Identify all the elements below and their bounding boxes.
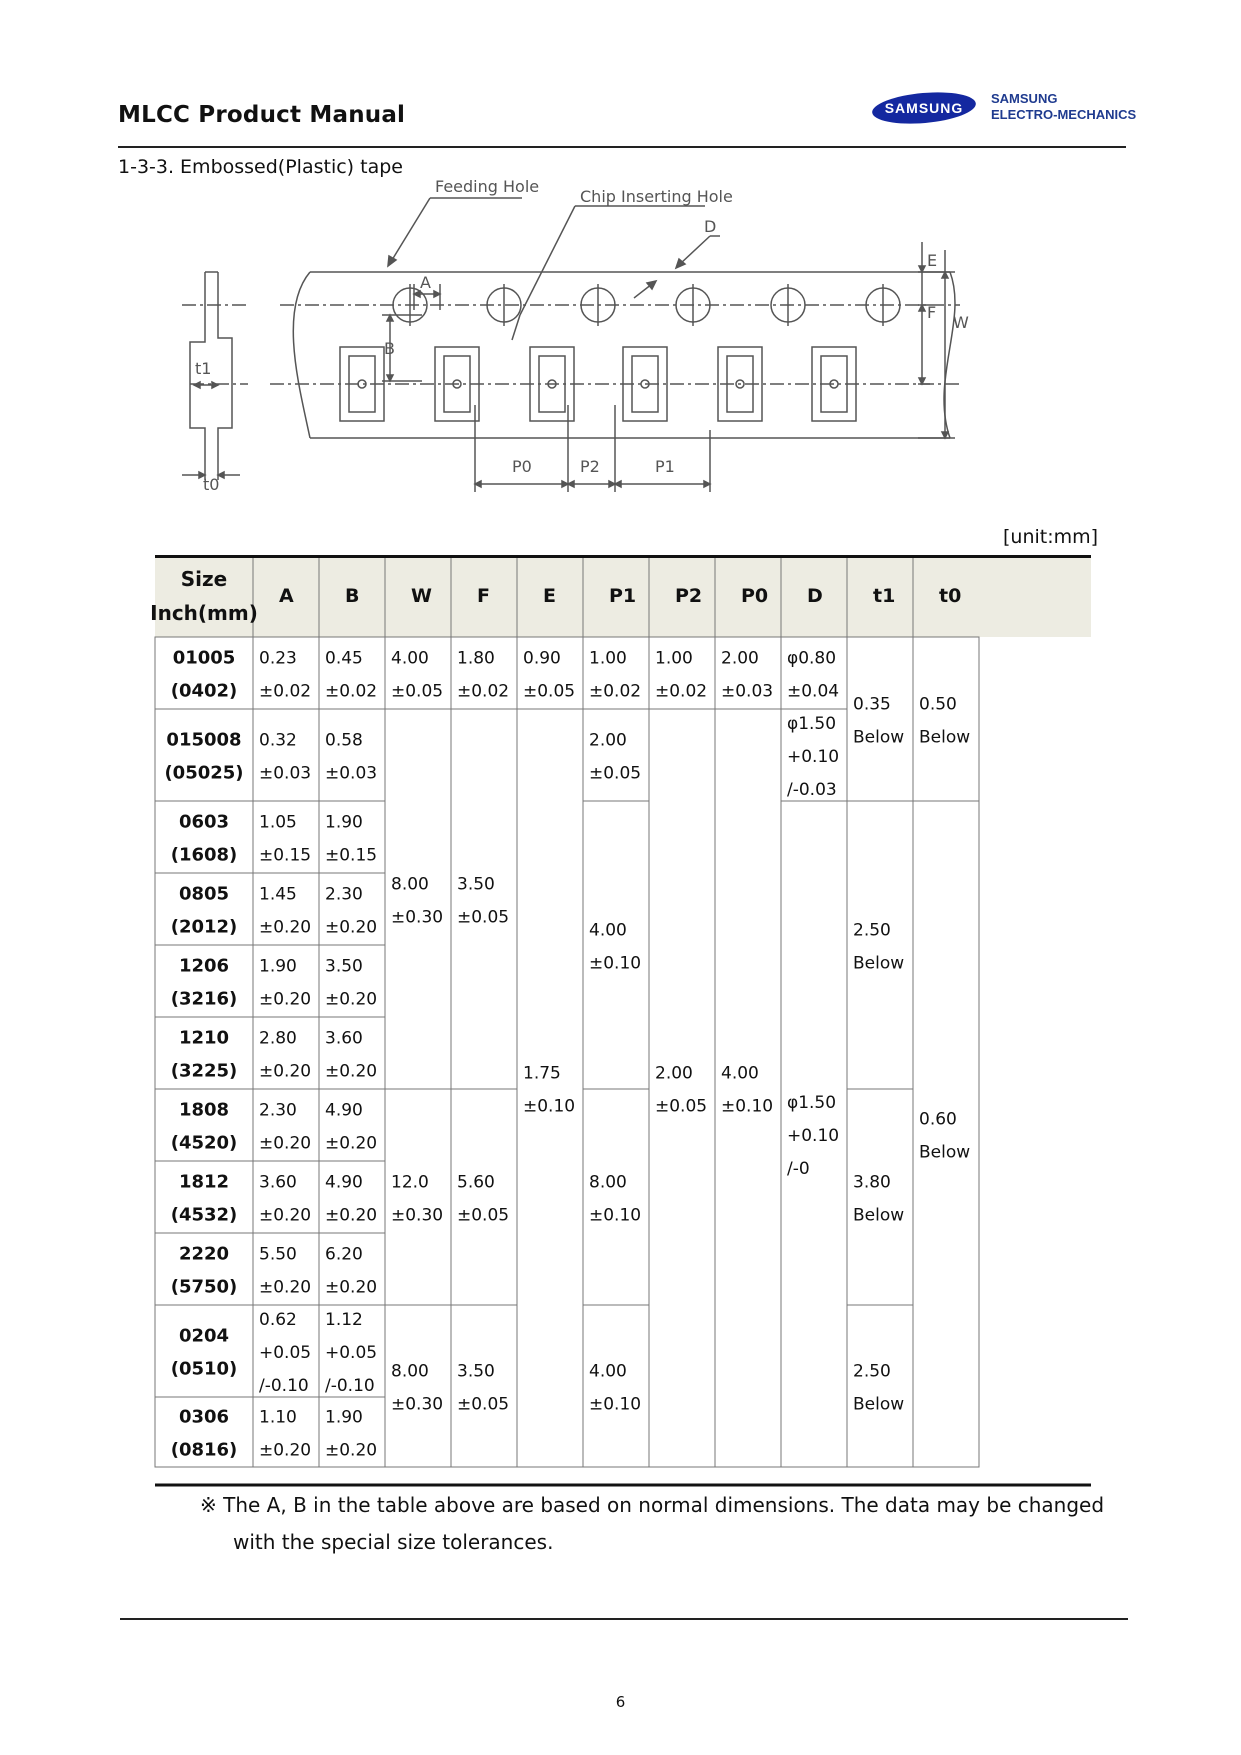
table-cell-value: ±0.05 bbox=[457, 1205, 510, 1226]
table-cell-value: /-0 bbox=[787, 1159, 810, 1179]
size-label: (3225) bbox=[170, 1060, 238, 1082]
size-label: 0306 bbox=[178, 1406, 230, 1428]
table-cell-value: ±0.20 bbox=[325, 1133, 378, 1154]
size-label: (3216) bbox=[170, 988, 238, 1010]
table-cell-border bbox=[517, 709, 583, 1467]
table-cell-value: 4.00 bbox=[589, 1361, 627, 1382]
chip-inserting-hole-label: Chip Inserting Hole bbox=[580, 187, 733, 206]
table-cell-value: 2.00 bbox=[721, 648, 759, 669]
table-cell-value: 2.00 bbox=[655, 1063, 693, 1084]
table-cell-border bbox=[253, 709, 319, 801]
table-cell-value: 1.90 bbox=[325, 1407, 363, 1428]
size-label: 015008 bbox=[166, 729, 242, 751]
table-cell-value: ±0.30 bbox=[391, 1205, 444, 1226]
size-label: 1206 bbox=[178, 955, 230, 977]
table-cell-value: 1.75 bbox=[523, 1063, 561, 1084]
table-cell-value: 1.12 bbox=[325, 1310, 363, 1330]
table-cell-border bbox=[715, 709, 781, 1467]
table-cell-value: ±0.20 bbox=[325, 989, 378, 1010]
table-cell-value: 3.50 bbox=[457, 874, 495, 895]
size-label: 1812 bbox=[178, 1171, 230, 1193]
label-F: F bbox=[927, 303, 937, 322]
table-cell-value: ±0.30 bbox=[391, 1394, 444, 1415]
label-D: D bbox=[704, 217, 717, 236]
table-cell-value: Below bbox=[853, 953, 905, 974]
table-cell-value: 2.00 bbox=[589, 730, 627, 751]
table-cell-value: ±0.15 bbox=[325, 845, 378, 866]
table-cell-value: 1.90 bbox=[325, 812, 363, 833]
table-cell-value: 2.80 bbox=[259, 1028, 297, 1049]
table-cell-value: 3.50 bbox=[325, 956, 363, 977]
table-cell-value: 0.35 bbox=[853, 694, 891, 715]
table-cell-value: 1.05 bbox=[259, 812, 297, 833]
table-cell-value: +0.05 bbox=[325, 1343, 378, 1363]
table-cell-value: ±0.05 bbox=[655, 1096, 708, 1117]
table-cell-value: ±0.05 bbox=[523, 681, 576, 702]
table-cell-border bbox=[847, 637, 913, 801]
column-header-a: A bbox=[279, 585, 294, 607]
label-B: B bbox=[384, 339, 395, 358]
header-rule bbox=[118, 146, 1126, 148]
table-cell-border bbox=[583, 1089, 649, 1305]
document-title: MLCC Product Manual bbox=[118, 102, 406, 128]
label-t1: t1 bbox=[195, 359, 212, 378]
table-cell-value: ±0.20 bbox=[325, 1440, 378, 1461]
table-cell-value: 2.30 bbox=[325, 884, 363, 905]
table-cell-border bbox=[155, 709, 253, 801]
table-cell-value: +0.10 bbox=[787, 747, 840, 767]
table-cell-value: ±0.10 bbox=[589, 953, 642, 974]
page-number: 6 bbox=[615, 1693, 626, 1711]
label-P2: P2 bbox=[580, 457, 600, 476]
table-cell-value: /-0.03 bbox=[787, 780, 837, 800]
table-cell-value: 0.32 bbox=[259, 730, 297, 751]
table-cell-value: +0.05 bbox=[259, 1343, 312, 1363]
table-cell-value: Below bbox=[919, 727, 971, 748]
table-cell-value: ±0.20 bbox=[325, 1205, 378, 1226]
table-cell-border bbox=[583, 801, 649, 1089]
table-cell-value: ±0.10 bbox=[523, 1096, 576, 1117]
table-cell-border bbox=[451, 1089, 517, 1305]
table-cell-value: 0.23 bbox=[259, 648, 297, 669]
column-header-t0: t0 bbox=[939, 585, 962, 607]
table-cell-value: Below bbox=[853, 1394, 905, 1415]
table-cell-value: ±0.02 bbox=[589, 681, 642, 702]
table-cell-value: ±0.20 bbox=[259, 1061, 312, 1082]
table-cell-value: ±0.03 bbox=[325, 763, 378, 784]
table-cell-value: ±0.20 bbox=[259, 1440, 312, 1461]
size-label: (4532) bbox=[170, 1204, 238, 1226]
table-cell-value: ±0.20 bbox=[325, 917, 378, 938]
size-label: 0603 bbox=[178, 811, 230, 833]
table-cell-value: ±0.15 bbox=[259, 845, 312, 866]
table-cell-value: 8.00 bbox=[391, 874, 429, 895]
table-cell-value: ±0.05 bbox=[457, 907, 510, 928]
table-cell-border bbox=[155, 1305, 253, 1397]
column-header-p2: P2 bbox=[675, 585, 703, 607]
table-cell-value: ±0.10 bbox=[589, 1205, 642, 1226]
size-label: 01005 bbox=[172, 647, 236, 669]
header-size-line2: Inch(mm) bbox=[150, 601, 258, 625]
label-P1: P1 bbox=[655, 457, 675, 476]
table-cell-border bbox=[451, 1305, 517, 1467]
table-cell-value: 0.60 bbox=[919, 1109, 957, 1130]
table-cell-value: ±0.20 bbox=[259, 989, 312, 1010]
table-cell-value: 0.62 bbox=[259, 1310, 297, 1330]
header-size-line1: Size bbox=[180, 567, 228, 591]
table-cell-value: 2.30 bbox=[259, 1100, 297, 1121]
table-cell-value: 2.50 bbox=[853, 1361, 891, 1382]
table-cell-value: ±0.03 bbox=[721, 681, 774, 702]
size-label: (05025) bbox=[164, 762, 244, 784]
table-cell-value: 12.0 bbox=[391, 1172, 429, 1193]
section-title: 1-3-3. Embossed(Plastic) tape bbox=[118, 156, 403, 178]
table-cell-value: 4.00 bbox=[589, 920, 627, 941]
embossed-tape-diagram bbox=[160, 177, 1090, 500]
table-cell-border bbox=[583, 709, 649, 801]
table-cell-border bbox=[649, 709, 715, 1467]
size-label: (0816) bbox=[170, 1439, 238, 1461]
leader-lines bbox=[388, 198, 720, 340]
table-cell-value: 0.90 bbox=[523, 648, 561, 669]
table-cell-value: 3.80 bbox=[853, 1172, 891, 1193]
table-cell-border bbox=[385, 1089, 451, 1305]
table-cell-value: 6.20 bbox=[325, 1244, 363, 1265]
table-cell-border bbox=[319, 709, 385, 801]
table-cell-value: 3.60 bbox=[259, 1172, 297, 1193]
table-cell-value: 1.45 bbox=[259, 884, 297, 905]
table-body bbox=[164, 648, 970, 1461]
size-label: (0510) bbox=[170, 1358, 238, 1380]
table-cell-value: ±0.20 bbox=[259, 917, 312, 938]
table-cell-value: Below bbox=[853, 727, 905, 748]
table-cell-value: /-0.10 bbox=[325, 1376, 375, 1396]
table-cell-value: Below bbox=[853, 1205, 905, 1226]
table-cell-value: φ1.50 bbox=[787, 714, 837, 734]
table-cell-value: ±0.04 bbox=[787, 681, 840, 702]
column-header-b: B bbox=[345, 585, 360, 607]
table-cell-border bbox=[385, 709, 451, 1089]
table-cell-value: 0.50 bbox=[919, 694, 957, 715]
samsung-logo bbox=[872, 86, 1137, 130]
table-cell-value: ±0.05 bbox=[589, 763, 642, 784]
table-cell-border bbox=[385, 1305, 451, 1467]
table-cell-value: φ0.80 bbox=[787, 648, 837, 669]
table-cell-value: 4.90 bbox=[325, 1100, 363, 1121]
table-note-line2: with the special size tolerances. bbox=[233, 1530, 554, 1554]
table-cell-value: φ1.50 bbox=[787, 1093, 837, 1113]
size-label: (4520) bbox=[170, 1132, 238, 1154]
table-cell-value: +0.10 bbox=[787, 1126, 840, 1146]
column-header-w: W bbox=[411, 585, 432, 607]
column-header-p1: P1 bbox=[609, 585, 637, 607]
dimension-EFW bbox=[918, 242, 955, 438]
column-header-p0: P0 bbox=[741, 585, 769, 607]
table-cell-value: ±0.20 bbox=[325, 1277, 378, 1298]
table-cell-value: 1.10 bbox=[259, 1407, 297, 1428]
label-P0: P0 bbox=[512, 457, 532, 476]
size-label: 0204 bbox=[178, 1325, 230, 1347]
size-label: (2012) bbox=[170, 916, 238, 938]
table-cell-value: 8.00 bbox=[589, 1172, 627, 1193]
tape-side-profile bbox=[182, 272, 248, 480]
label-W: W bbox=[953, 313, 969, 332]
table-cell-border bbox=[451, 709, 517, 1089]
table-cell-value: Below bbox=[919, 1142, 971, 1163]
label-A: A bbox=[420, 273, 431, 292]
table-cell-value: ±0.05 bbox=[457, 1394, 510, 1415]
table-cell-value: 3.50 bbox=[457, 1361, 495, 1382]
column-header-t1: t1 bbox=[873, 585, 896, 607]
size-label: (5750) bbox=[170, 1276, 238, 1298]
table-cell-border bbox=[847, 801, 913, 1089]
size-label: 0805 bbox=[178, 883, 230, 905]
table-cell-value: 0.58 bbox=[325, 730, 363, 751]
table-cell-border bbox=[583, 1305, 649, 1467]
table-cell-border bbox=[847, 1305, 913, 1467]
table-cell-value: 4.00 bbox=[721, 1063, 759, 1084]
table-note-line1: ※ The A, B in the table above are based on normal dimensions. The data may be changed bbox=[200, 1493, 1105, 1517]
size-label: (1608) bbox=[170, 844, 238, 866]
column-header-d: D bbox=[807, 585, 823, 607]
table-cell-value: ±0.30 bbox=[391, 907, 444, 928]
size-label: 1210 bbox=[178, 1027, 230, 1049]
table-cell-value: 0.45 bbox=[325, 648, 363, 669]
table-cell-border bbox=[847, 1089, 913, 1305]
table-cell-value: ±0.20 bbox=[259, 1205, 312, 1226]
feeding-hole-label: Feeding Hole bbox=[435, 177, 540, 196]
table-cell-value: ±0.02 bbox=[259, 681, 312, 702]
logo-wordmark: SAMSUNG bbox=[884, 100, 964, 116]
table-cell-value: ±0.10 bbox=[589, 1394, 642, 1415]
table-cell-value: 1.00 bbox=[655, 648, 693, 669]
column-header-e: E bbox=[543, 585, 556, 607]
table-cell-value: ±0.20 bbox=[259, 1133, 312, 1154]
table-cell-value: 8.00 bbox=[391, 1361, 429, 1382]
table-cell-value: /-0.10 bbox=[259, 1376, 309, 1396]
table-cell-value: 4.90 bbox=[325, 1172, 363, 1193]
footer-rule bbox=[120, 1618, 1128, 1620]
unit-label: [unit:mm] bbox=[1003, 526, 1099, 548]
table-cell-value: 1.90 bbox=[259, 956, 297, 977]
table-cell-value: 4.00 bbox=[391, 648, 429, 669]
table-cell-value: ±0.20 bbox=[259, 1277, 312, 1298]
table-cell-value: 5.60 bbox=[457, 1172, 495, 1193]
table-cell-value: ±0.03 bbox=[259, 763, 312, 784]
tape-dimension-table bbox=[150, 555, 1091, 1487]
label-t0: t0 bbox=[203, 475, 220, 494]
table-cell-value: ±0.20 bbox=[325, 1061, 378, 1082]
table-cell-value: 3.60 bbox=[325, 1028, 363, 1049]
table-cell-value: ±0.02 bbox=[325, 681, 378, 702]
size-label: 2220 bbox=[178, 1243, 230, 1265]
logo-company-line2: ELECTRO-MECHANICS bbox=[991, 107, 1137, 122]
label-E: E bbox=[927, 251, 938, 270]
dimension-pitch bbox=[475, 405, 710, 492]
size-label: 1808 bbox=[178, 1099, 230, 1121]
table-cell-value: 5.50 bbox=[259, 1244, 297, 1265]
table-cell-border bbox=[913, 637, 979, 801]
table-cell-value: ±0.05 bbox=[391, 681, 444, 702]
table-cell-value: 2.50 bbox=[853, 920, 891, 941]
table-cell-value: 1.80 bbox=[457, 648, 495, 669]
table-cell-value: ±0.02 bbox=[655, 681, 708, 702]
table-cell-value: ±0.02 bbox=[457, 681, 510, 702]
column-header-f: F bbox=[477, 585, 490, 607]
table-cell-border bbox=[913, 801, 979, 1467]
table-cell-value: 1.00 bbox=[589, 648, 627, 669]
size-label: (0402) bbox=[170, 680, 238, 702]
table-cell-value: ±0.10 bbox=[721, 1096, 774, 1117]
logo-company-line1: SAMSUNG bbox=[991, 91, 1058, 106]
